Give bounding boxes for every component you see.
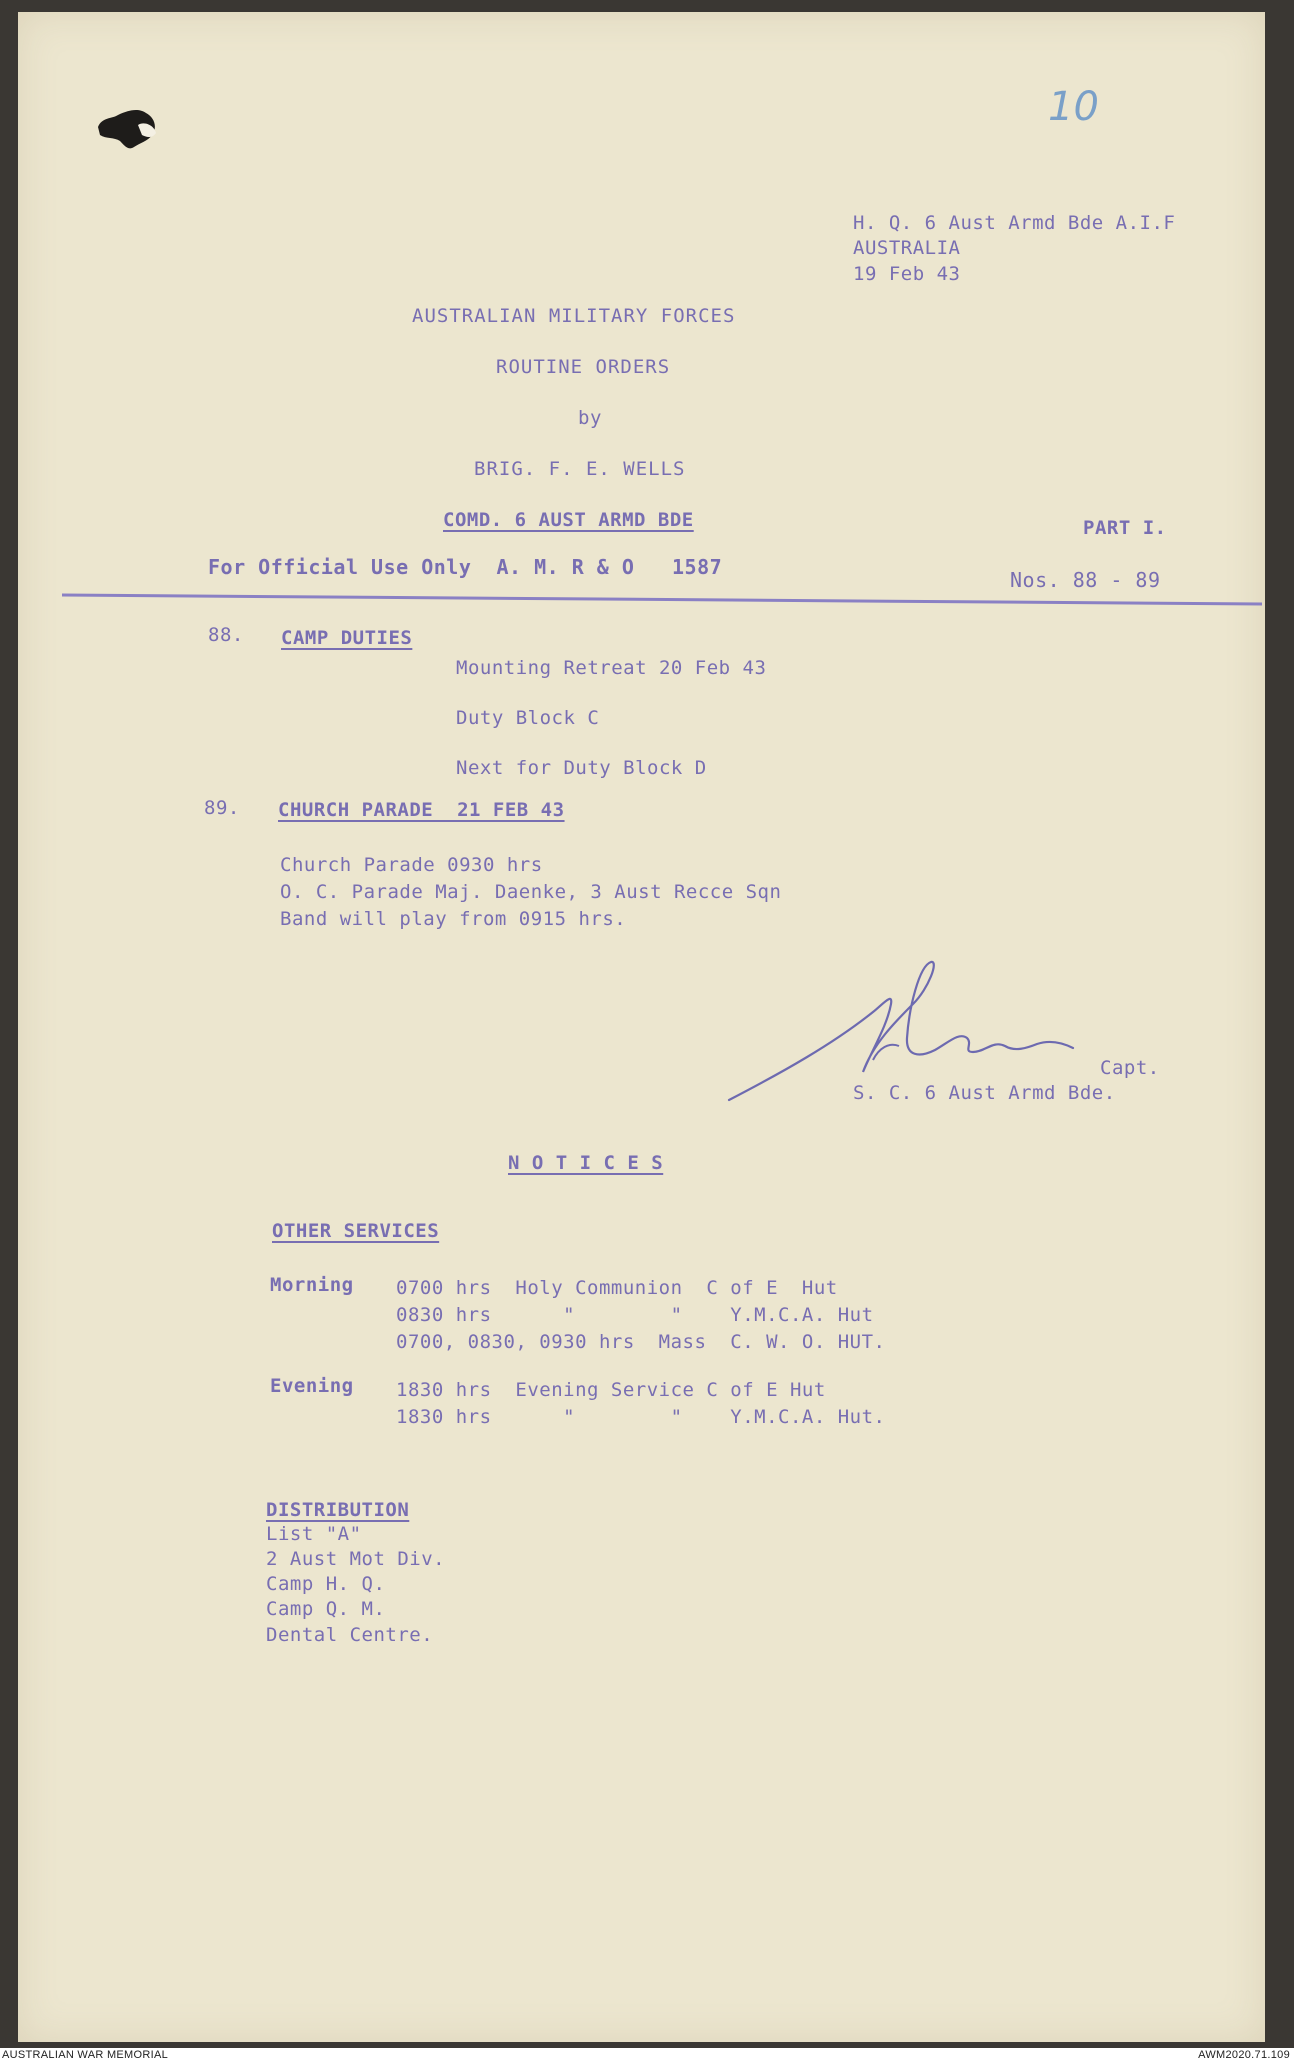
title-forces: AUSTRALIAN MILITARY FORCES <box>412 305 736 327</box>
morning-service-line: 0700, 0830, 0930 hrs Mass C. W. O. HUT. <box>396 1331 886 1353</box>
order-89-number: 89. <box>204 797 240 819</box>
morning-service-line: 0830 hrs " " Y.M.C.A. Hut <box>396 1304 874 1326</box>
distribution-item: Camp Q. M. <box>266 1598 386 1620</box>
title-brigadier: BRIG. F. E. WELLS <box>474 458 686 480</box>
evening-label: Evening <box>270 1375 354 1397</box>
signature-rank: Capt. <box>1100 1057 1160 1079</box>
morning-label: Morning <box>270 1274 354 1296</box>
order-88-line: Next for Duty Block D <box>456 757 707 779</box>
distribution-item: List "A" <box>266 1523 362 1545</box>
distribution-heading: DISTRIBUTION <box>266 1499 410 1521</box>
notices-heading: N O T I C E S <box>508 1152 664 1174</box>
order-88-line: Mounting Retreat 20 Feb 43 <box>456 657 767 679</box>
document-page <box>18 12 1265 2042</box>
header-country: AUSTRALIA <box>853 237 961 259</box>
official-use-line: For Official Use Only A. M. R & O 1587 <box>208 555 723 579</box>
other-services-heading: OTHER SERVICES <box>272 1220 440 1242</box>
footer-left: AUSTRALIAN WAR MEMORIAL <box>2 2049 169 2061</box>
order-88-heading: CAMP DUTIES <box>281 627 413 649</box>
signature-appointment: S. C. 6 Aust Armd Bde. <box>853 1082 1116 1104</box>
distribution-item: 2 Aust Mot Div. <box>266 1548 446 1570</box>
evening-service-line: 1830 hrs Evening Service C of E Hut <box>396 1379 826 1401</box>
evening-service-line: 1830 hrs " " Y.M.C.A. Hut. <box>396 1406 886 1428</box>
header-date: 19 Feb 43 <box>853 263 961 285</box>
title-command: COMD. 6 AUST ARMD BDE <box>443 509 694 531</box>
header-divider <box>62 592 1282 608</box>
order-88-line: Duty Block C <box>456 707 600 729</box>
title-by: by <box>578 407 602 429</box>
order-89-heading: CHURCH PARADE 21 FEB 43 <box>278 799 565 821</box>
order-89-line: Church Parade 0930 hrs <box>280 854 543 876</box>
title-routine-orders: ROUTINE ORDERS <box>496 356 671 378</box>
header-hq: H. Q. 6 Aust Armd Bde A.I.F <box>853 212 1176 234</box>
paper-hole <box>94 105 164 155</box>
order-89-line: Band will play from 0915 hrs. <box>280 908 627 930</box>
order-88-number: 88. <box>208 624 244 646</box>
footer-right: AWM2020.71.109 <box>1198 2049 1290 2061</box>
order-89-line: O. C. Parade Maj. Daenke, 3 Aust Recce Sqn <box>280 881 782 903</box>
part-label: PART I. <box>1083 517 1167 539</box>
distribution-item: Dental Centre. <box>266 1624 434 1646</box>
distribution-item: Camp H. Q. <box>266 1573 386 1595</box>
page-number: 10 <box>1048 84 1099 130</box>
order-numbers: Nos. 88 - 89 <box>1010 568 1161 592</box>
morning-service-line: 0700 hrs Holy Communion C of E Hut <box>396 1277 838 1299</box>
